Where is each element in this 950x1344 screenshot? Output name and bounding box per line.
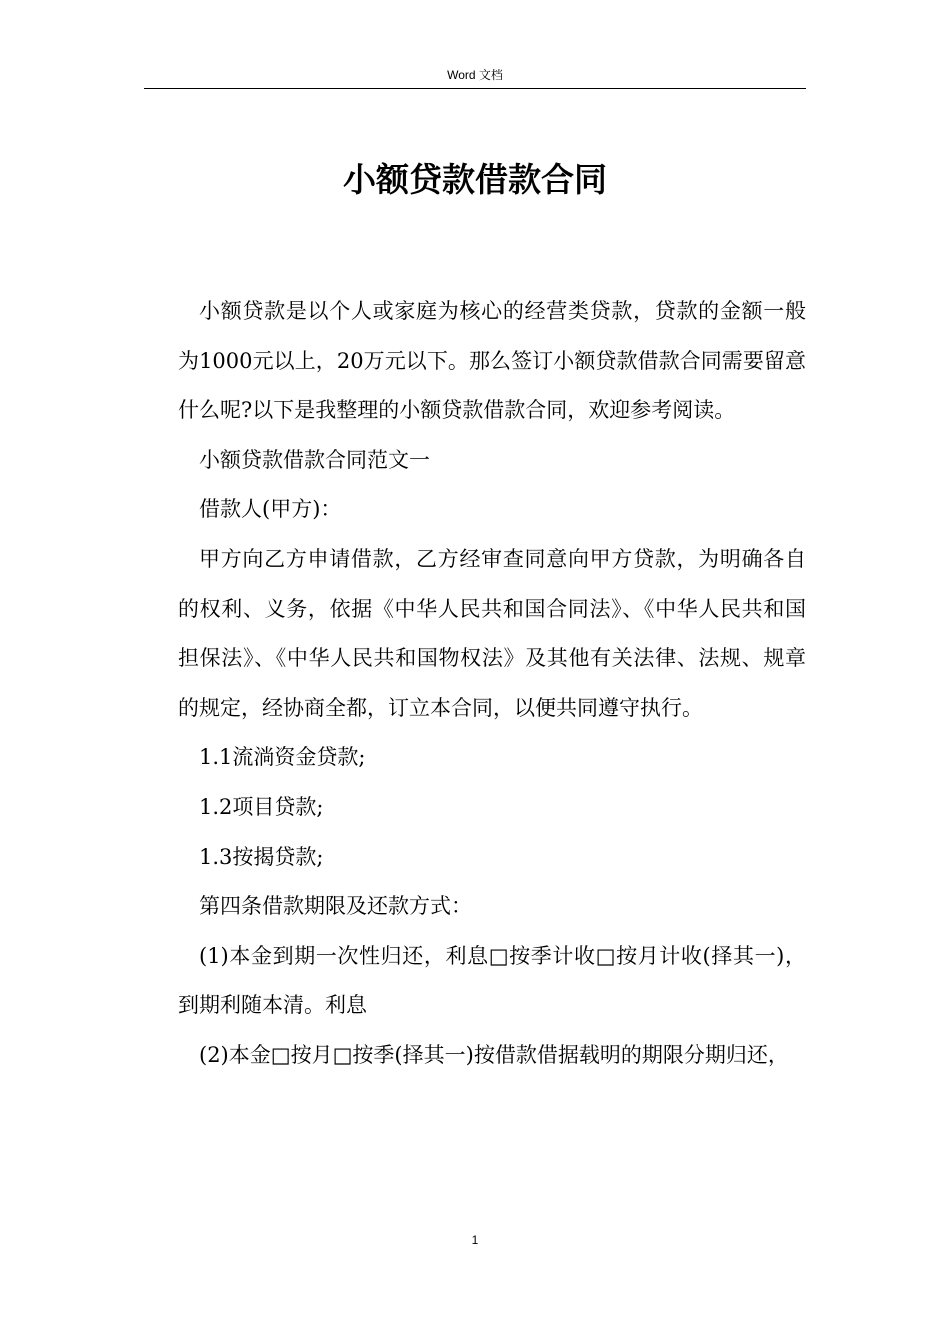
paragraph-repayment-1: (1)本金到期一次性归还，利息□按季计收□按月计收(择其一)，到期利随本清。利息 — [178, 943, 806, 1018]
paragraph-borrower: 借款人(甲方)： — [199, 497, 342, 522]
page-number: 1 — [471, 1233, 479, 1247]
paragraph-item-1-2: 1.2项目贷款; — [199, 794, 324, 819]
paragraph-preamble: 甲方向乙方申请借款，乙方经审查同意向甲方贷款，为明确各自的权利、义务，依据《中华人民共和国合同法》、《中华人民共和国担保法》、《中华人民共和国物权法》及其他有关法律、法规、规章的规定，经协商全都，订立本合同，以便共同遵守执行。 — [178, 546, 806, 720]
page-header — [144, 66, 806, 89]
paragraph-item-1-3: 1.3按揭贷款; — [199, 844, 324, 869]
paragraph-article-4: 第四条借款期限及还款方式： — [199, 894, 472, 919]
document-title: 小额贷款借款合同 — [343, 160, 607, 199]
paragraph-intro: 小额贷款是以个人或家庭为核心的经营类贷款，贷款的金额一般为1000元以上，20万元以下。那么签订小额贷款借款合同需要留意什么呢?以下是我整理的小额贷款借款合同，欢迎参考阅读。 — [178, 299, 806, 423]
paragraph-item-1-1: 1.1流淌资金贷款; — [199, 745, 366, 770]
document-body — [178, 287, 806, 1081]
paragraph-repayment-2: (2)本金□按月□按季(择其一)按借款借据载明的期限分期归还， — [199, 1042, 789, 1067]
paragraph-sample-heading: 小额贷款借款合同范文一 — [199, 447, 430, 472]
header-label: Word 文档 — [447, 68, 503, 82]
